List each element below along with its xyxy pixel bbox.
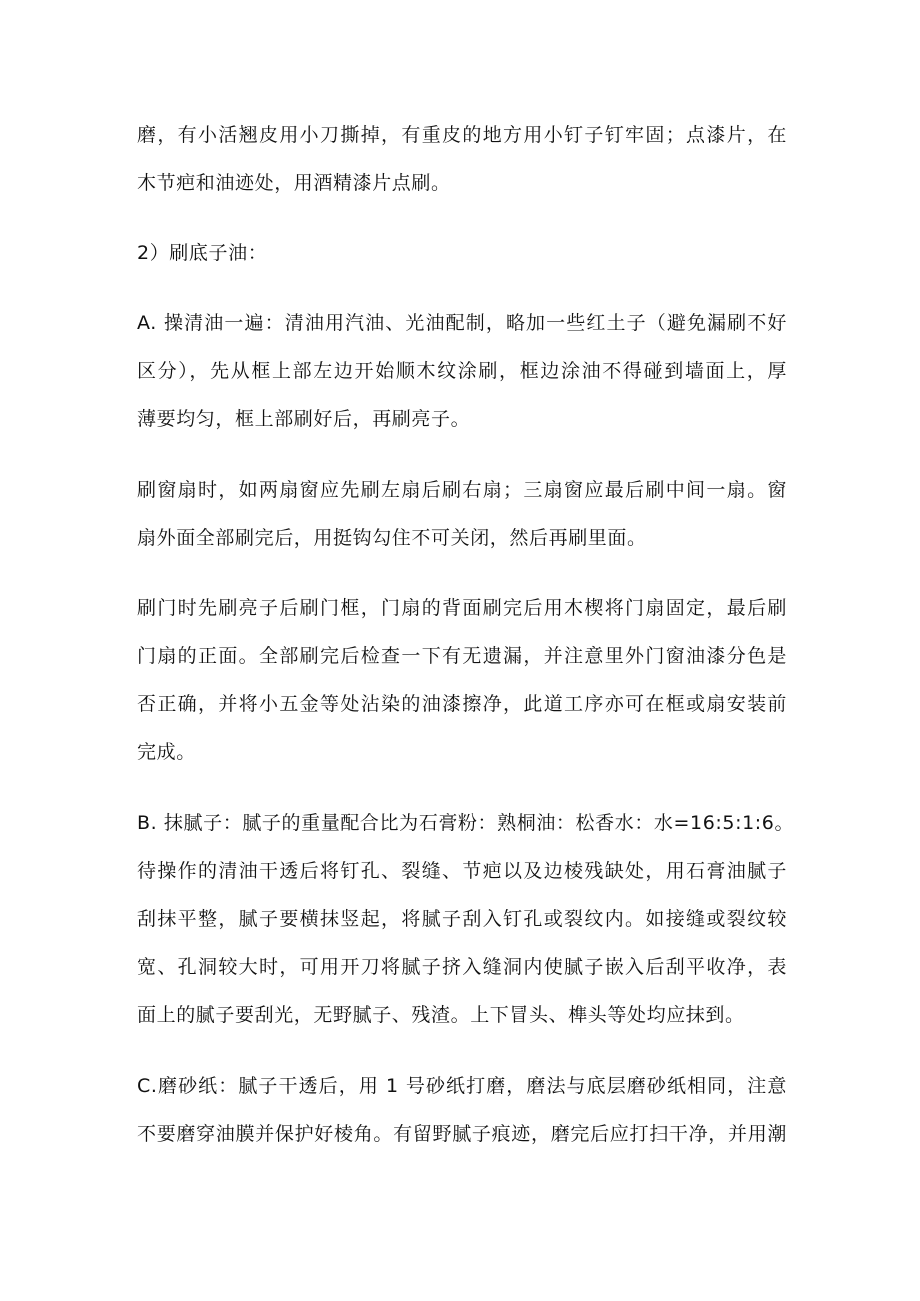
paragraph-sandpaper bbox=[137, 1062, 787, 1158]
text-line: 刷门时先刷亮子后刷门框，门扇的背面刷完后用木楔将门扇固定，最后刷 bbox=[137, 597, 787, 619]
paragraph-clear-oil bbox=[137, 299, 787, 443]
paragraph-sanding-continuation bbox=[137, 111, 787, 207]
text-line: 区分），先从框上部左边开始顺木纹涂刷，框边涂油不得碰到墙面上，厚 bbox=[137, 360, 787, 382]
text-line: 门扇的正面。全部刷完后检查一下有无遗漏，并注意里外门窗油漆分色是 bbox=[137, 645, 787, 667]
paragraph-door bbox=[137, 584, 787, 776]
paragraph-window-sash bbox=[137, 466, 787, 562]
text-line: B. 抹腻子：腻子的重量配合比为石膏粉：熟桐油：松香水：水=16:5:1:6。 bbox=[137, 812, 795, 834]
section-heading-primer bbox=[137, 229, 787, 277]
text-line: 完成。 bbox=[137, 741, 196, 763]
text-line: 面上的腻子要刮光，无野腻子、残渣。上下冒头、榫头等处均应抹到。 bbox=[137, 1004, 745, 1026]
text-line: C.磨砂纸：腻子干透后，用 1 号砂纸打磨，磨法与底层磨砂纸相同，注意 bbox=[137, 1075, 787, 1097]
text-line: A. 操清油一遍：清油用汽油、光油配制，略加一些红土子（避免漏刷不好 bbox=[137, 312, 787, 334]
text-line: 扇外面全部刷完后，用挺钩勾住不可关闭，然后再刷里面。 bbox=[137, 527, 647, 549]
text-line: 刮抹平整，腻子要横抹竖起，将腻子刮入钉孔或裂纹内。如接缝或裂纹较 bbox=[137, 908, 787, 930]
paragraph-putty bbox=[137, 799, 795, 1039]
text-line: 否正确，并将小五金等处沾染的油漆擦净，此道工序亦可在框或扇安装前 bbox=[137, 693, 787, 715]
text-line: 待操作的清油干透后将钉孔、裂缝、节疤以及边棱残缺处，用石膏油腻子 bbox=[137, 860, 787, 882]
text-line: 不要磨穿油膜并保护好棱角。有留野腻子痕迹，磨完后应打扫干净，并用潮 bbox=[137, 1123, 787, 1145]
text-line: 刷窗扇时，如两扇窗应先刷左扇后刷右扇；三扇窗应最后刷中间一扇。窗 bbox=[137, 479, 787, 501]
text-line: 木节疤和油迹处，用酒精漆片点刷。 bbox=[137, 172, 451, 194]
text-line: 2）刷底子油： bbox=[137, 242, 268, 264]
text-line: 宽、孔洞较大时，可用开刀将腻子挤入缝洞内使腻子嵌入后刮平收净，表 bbox=[137, 956, 787, 978]
text-line: 磨，有小活翘皮用小刀撕掉，有重皮的地方用小钉子钉牢固；点漆片，在 bbox=[137, 124, 787, 146]
text-line: 薄要均匀，框上部刷好后，再刷亮子。 bbox=[137, 408, 471, 430]
